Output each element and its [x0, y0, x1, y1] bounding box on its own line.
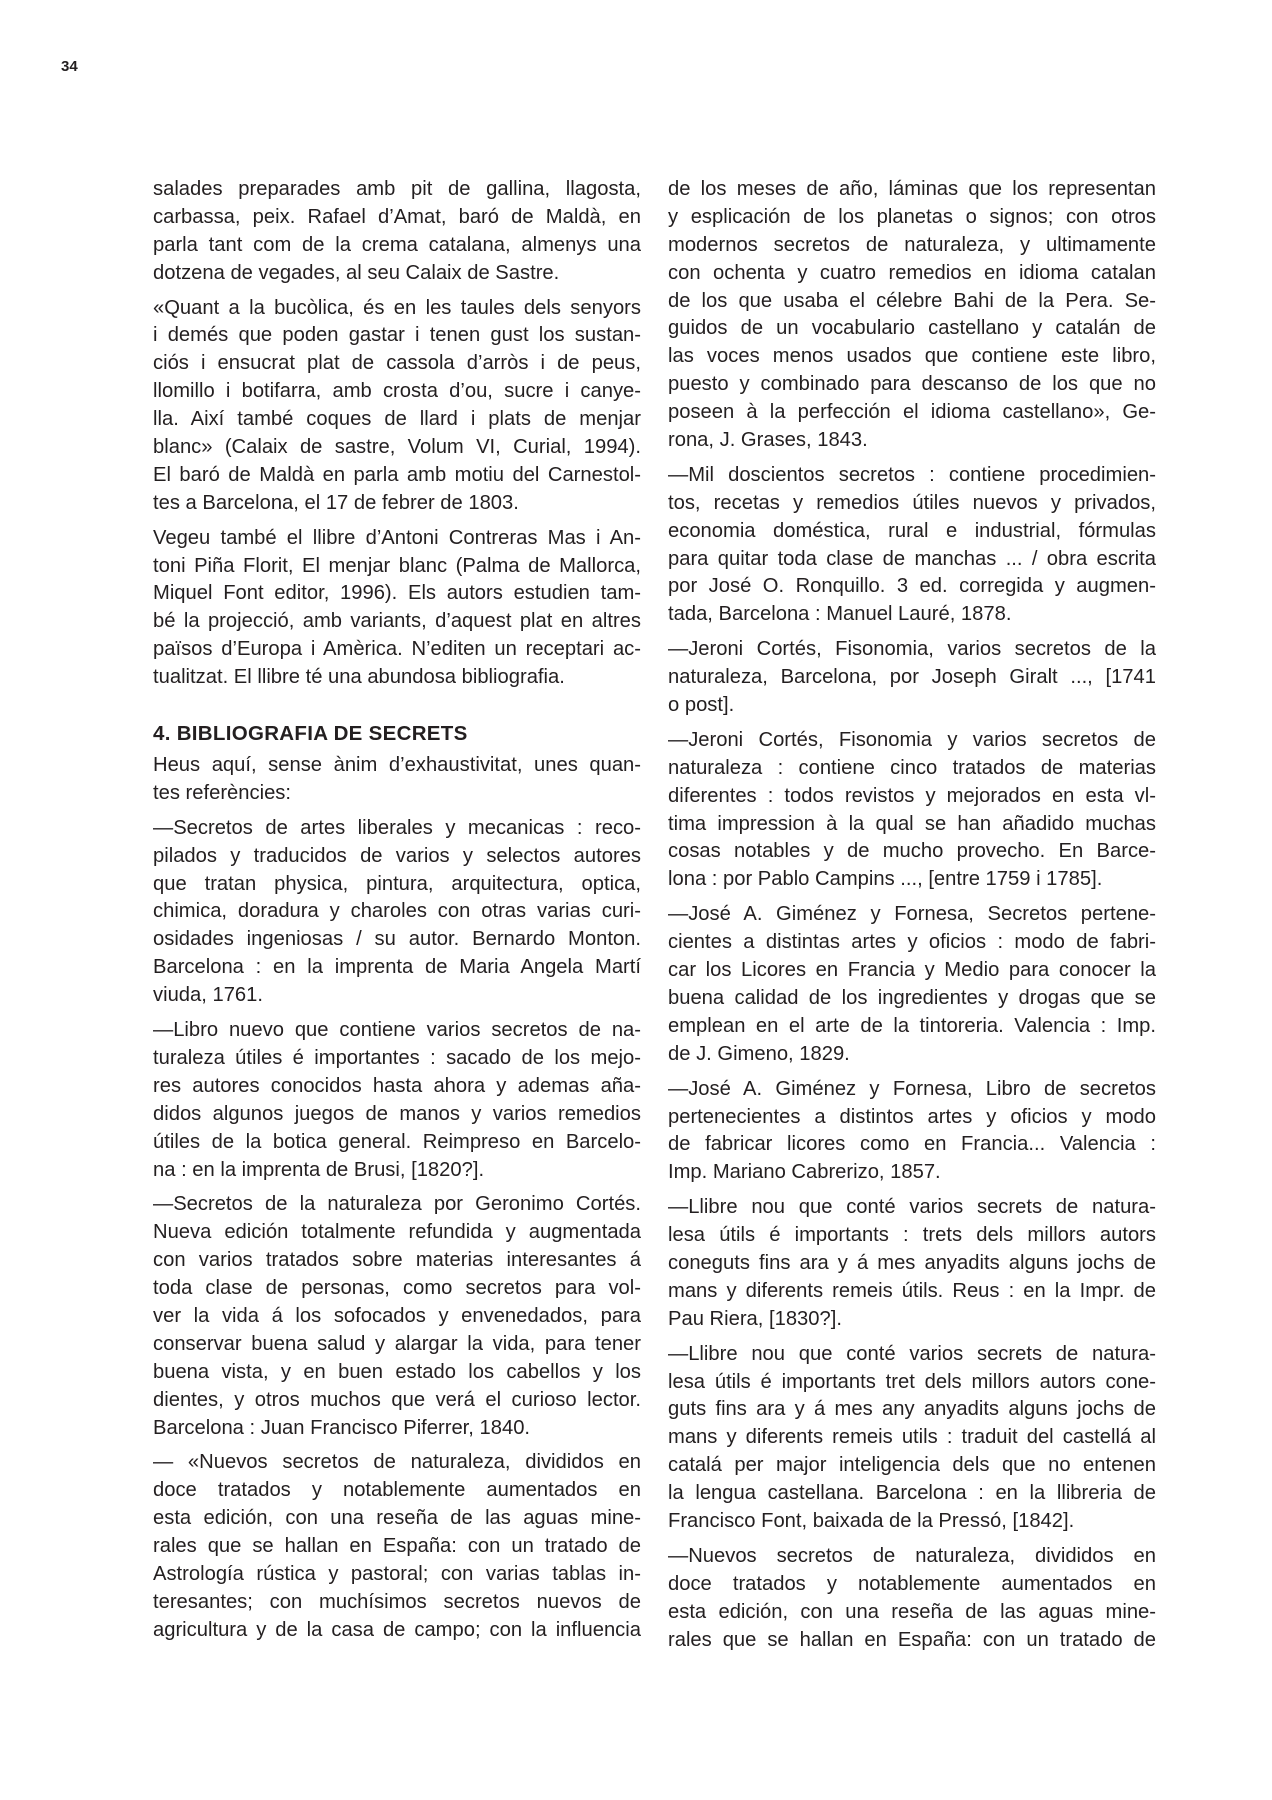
text-line: i demés que poden gastar i tenen gust los sustan-	[153, 324, 641, 347]
text-line: llomillo i botifarra, amb crosta d’ou, sucre i canye-	[153, 380, 641, 403]
paragraph	[668, 901, 1156, 1068]
text-line: cientes a distintas artes y oficios : modo de fabri-	[668, 931, 1156, 954]
paragraph	[668, 636, 1156, 720]
text-line: agricultura y de la casa de campo; con la influencia	[153, 1618, 641, 1641]
text-line: ver la vida á los sofocados y envenedados, para	[153, 1304, 641, 1327]
paragraph	[668, 1076, 1156, 1188]
text-line: tada, Barcelona : Manuel Lauré, 1878.	[668, 603, 1012, 626]
text-line: Francisco Font, baixada de la Pressó, [1842].	[668, 1509, 1075, 1532]
text-line: y esplicación de los planetas o signos; con otros	[668, 205, 1156, 228]
text-line: —Llibre nou que conté varios secrets de natura-	[668, 1342, 1156, 1365]
text-line: —Mil doscientos secretos : contiene procedimien-	[668, 463, 1156, 486]
text-line: països d’Europa i Amèrica. N’editen un receptari ac-	[153, 638, 641, 661]
text-line: rona, J. Grases, 1843.	[668, 429, 868, 452]
text-line: tes referències:	[153, 781, 292, 804]
text-line: —José A. Giménez y Fornesa, Libro de secretos	[668, 1077, 1156, 1100]
text-line: — «Nuevos secretos de naturaleza, divididos en	[153, 1451, 641, 1474]
paragraph	[153, 752, 641, 808]
text-line: poseen à la perfección el idioma castellano», Ge-	[668, 401, 1156, 424]
text-line: coneguts fins ara y á mes anyadits alguns jochs de	[668, 1251, 1156, 1274]
text-line: carbassa, peix. Rafael d’Amat, baró de Maldà, en	[153, 205, 641, 228]
text-line: car los Licores en Francia y Medio para conocer la	[668, 959, 1156, 982]
text-line: pertenecientes a distintos artes y oficios y modo	[668, 1105, 1156, 1128]
section-heading: 4. BIBLIOGRAFIA DE SECRETS	[153, 722, 468, 746]
text-line: esta edición, con una reseña de las aguas mine-	[668, 1600, 1156, 1623]
text-line: turaleza útiles é importantes : sacado de los mejo-	[153, 1046, 641, 1069]
paragraph	[153, 815, 641, 1010]
text-line: na : en la imprenta de Brusi, [1820?].	[153, 1158, 485, 1181]
paragraph	[668, 1194, 1156, 1333]
text-line: parla tant com de la crema catalana, almenys una	[153, 233, 641, 256]
text-line: —Nuevos secretos de naturaleza, divididos en	[668, 1544, 1156, 1567]
text-line: dientes, y otros muchos que verá el curioso lector.	[153, 1388, 641, 1411]
text-line: para quitar toda clase de manchas ... / obra escrita	[668, 547, 1156, 570]
text-line: buena calidad de los ingredientes y drogas que se	[668, 986, 1156, 1009]
text-line: tualitzat. El llibre té una abundosa bibliografia.	[153, 666, 565, 689]
left-paragraphs-after	[153, 752, 641, 1645]
text-line: puesto y combinado para descanso de los que no	[668, 373, 1156, 396]
text-line: pilados y traducidos de varios y selectos autores	[153, 844, 641, 867]
text-line: buena vista, y en buen estado los cabellos y los	[153, 1360, 641, 1383]
text-line: lona : por Pablo Campins ..., [entre 1759 i 1785].	[668, 868, 1103, 891]
text-line: catalá per major inteligencia dels que no entenen	[668, 1454, 1156, 1477]
text-line: modernos secretos de naturaleza, y ultimamente	[668, 233, 1156, 256]
text-line: mans y diferents remeis utils : traduit del castellá al	[668, 1426, 1156, 1449]
text-line: Barcelona : Juan Francisco Piferrer, 1840.	[153, 1416, 531, 1439]
text-line: rales que se hallan en España: con un tratado de	[668, 1628, 1156, 1651]
text-line: —Secretos de artes liberales y mecanicas : reco-	[153, 816, 641, 839]
text-line: ciós i ensucrat plat de cassola d’arròs i de peus,	[153, 352, 641, 375]
text-line: Imp. Mariano Cabrerizo, 1857.	[668, 1161, 941, 1184]
text-line: doce tratados y notablemente aumentados en	[668, 1572, 1156, 1595]
text-line: rales que se hallan en España: con un tratado de	[153, 1535, 641, 1558]
text-line: Pau Riera, [1830?].	[668, 1307, 842, 1330]
text-line: de los meses de año, láminas que los representan	[668, 178, 1156, 200]
text-line: Vegeu també el llibre d’Antoni Contreras Mas i An-	[153, 526, 641, 549]
text-line: —José A. Giménez y Fornesa, Secretos pertene-	[668, 903, 1156, 926]
text-line: teresantes; con muchísimos secretos nuevos de	[153, 1590, 641, 1613]
text-line: «Quant a la bucòlica, és en les taules dels senyors	[153, 296, 641, 319]
paragraph	[153, 525, 641, 692]
text-line: emplean en el arte de la tintoreria. Valencia : Imp.	[668, 1014, 1156, 1037]
text-line: lla. Així també coques de llard i plats de menjar	[153, 408, 641, 431]
paragraph	[668, 1341, 1156, 1536]
text-line: útiles de la botica general. Reimpreso en Barcelo-	[153, 1130, 641, 1153]
text-line: economia doméstica, rural e industrial, fórmulas	[668, 519, 1156, 542]
text-line: las voces menos usados que contiene este libro,	[668, 345, 1156, 368]
text-line: con varios tratados sobre materias interesantes á	[153, 1249, 641, 1272]
text-line: de fabricar licores como en Francia... Valencia :	[668, 1133, 1156, 1156]
right-paragraphs	[668, 176, 1156, 1654]
text-line: didos algunos juegos de manos y varios remedios	[153, 1102, 641, 1125]
text-line: por José O. Ronquillo. 3 ed. corregida y augmen-	[668, 575, 1156, 598]
text-line: cosas notables y de mucho provecho. En Barce-	[668, 840, 1156, 863]
text-line: naturaleza : contiene cinco tratados de materias	[668, 756, 1156, 779]
text-line: lesa útils é importants tret dels millors autors cone-	[668, 1370, 1156, 1393]
text-line: diferentes : todos revistos y mejorados en esta vl-	[668, 784, 1156, 807]
text-line: Nueva edición totalmente refundida y augmentada	[153, 1221, 641, 1244]
text-line: tes a Barcelona, el 17 de febrer de 1803.	[153, 491, 519, 514]
text-line: —Libro nuevo que contiene varios secretos de na-	[153, 1019, 641, 1042]
paragraph	[668, 1543, 1156, 1655]
page-number: 34	[61, 58, 78, 75]
right-column	[668, 176, 1156, 1661]
text-line: que tratan physica, pintura, arquitectura, optica,	[153, 872, 641, 895]
text-line: —Jeroni Cortés, Fisonomia y varios secretos de	[668, 728, 1156, 751]
text-line: tima impression à la qual se han añadido muchas	[668, 812, 1156, 835]
paragraph	[153, 1017, 641, 1184]
paragraph	[668, 462, 1156, 629]
text-line: blanc» (Calaix de sastre, Volum VI, Curial, 1994).	[153, 436, 641, 459]
text-line: dotzena de vegades, al seu Calaix de Sastre.	[153, 261, 560, 284]
text-line: El baró de Maldà en parla amb motiu del Carnestol-	[153, 463, 641, 486]
text-line: lesa útils é importants : trets dels millors autors	[668, 1224, 1156, 1247]
text-line: res autores conocidos hasta ahora y ademas aña-	[153, 1074, 641, 1097]
text-line: Astrología rústica y pastoral; con varias tablas in-	[153, 1562, 641, 1585]
text-line: doce tratados y notablemente aumentados en	[153, 1479, 641, 1502]
text-line: tos, recetas y remedios útiles nuevos y privados,	[668, 491, 1156, 514]
text-line: la lengua castellana. Barcelona : en la llibreria de	[668, 1482, 1156, 1505]
left-column	[153, 176, 641, 1652]
text-line: o post].	[668, 694, 735, 717]
text-line: conservar buena salud y alargar la vida, para tener	[153, 1332, 641, 1355]
left-paragraphs-before	[153, 176, 641, 692]
paragraph	[153, 1449, 641, 1644]
text-line: osidades ingeniosas / su autor. Bernardo Monton.	[153, 928, 641, 951]
text-line: toda clase de personas, como secretos para vol-	[153, 1277, 641, 1300]
text-line: esta edición, con una reseña de las aguas mine-	[153, 1507, 641, 1530]
paragraph	[668, 727, 1156, 894]
text-line: —Llibre nou que conté varios secrets de natura-	[668, 1196, 1156, 1219]
text-line: guidos de un vocabulario castellano y catalán de	[668, 317, 1156, 340]
text-line: guts fins ara y á mes any anyadits alguns jochs de	[668, 1398, 1156, 1421]
text-line: viuda, 1761.	[153, 984, 263, 1007]
paragraph	[153, 176, 641, 288]
paragraph	[153, 295, 641, 518]
text-line: —Secretos de la naturaleza por Geronimo Cortés.	[153, 1193, 641, 1216]
text-line: naturaleza, Barcelona, por Joseph Giralt ..., [1741	[668, 666, 1156, 689]
text-line: toni Piña Florit, El menjar blanc (Palma de Mallorca,	[153, 554, 641, 577]
text-line: bé la projecció, amb variants, d’aquest plat en altres	[153, 610, 641, 633]
text-line: de los que usaba el célebre Bahi de la Pera. Se-	[668, 289, 1156, 312]
paragraph	[153, 1191, 641, 1442]
text-line: mans y diferents remeis útils. Reus : en la Impr. de	[668, 1279, 1156, 1302]
text-line: salades preparades amb pit de gallina, llagosta,	[153, 178, 641, 200]
text-line: Miquel Font editor, 1996). Els autors estudien tam-	[153, 582, 641, 605]
text-line: —Jeroni Cortés, Fisonomia, varios secretos de la	[668, 638, 1156, 661]
text-line: chimica, doradura y charoles con otras varias curi-	[153, 900, 641, 923]
text-line: Heus aquí, sense ànim d’exhaustivitat, unes quan-	[153, 754, 641, 777]
paragraph	[668, 176, 1156, 455]
text-line: Barcelona : en la imprenta de Maria Angela Martí	[153, 956, 641, 979]
text-line: con ochenta y cuatro remedios en idioma catalan	[668, 261, 1156, 284]
text-line: de J. Gimeno, 1829.	[668, 1042, 850, 1065]
